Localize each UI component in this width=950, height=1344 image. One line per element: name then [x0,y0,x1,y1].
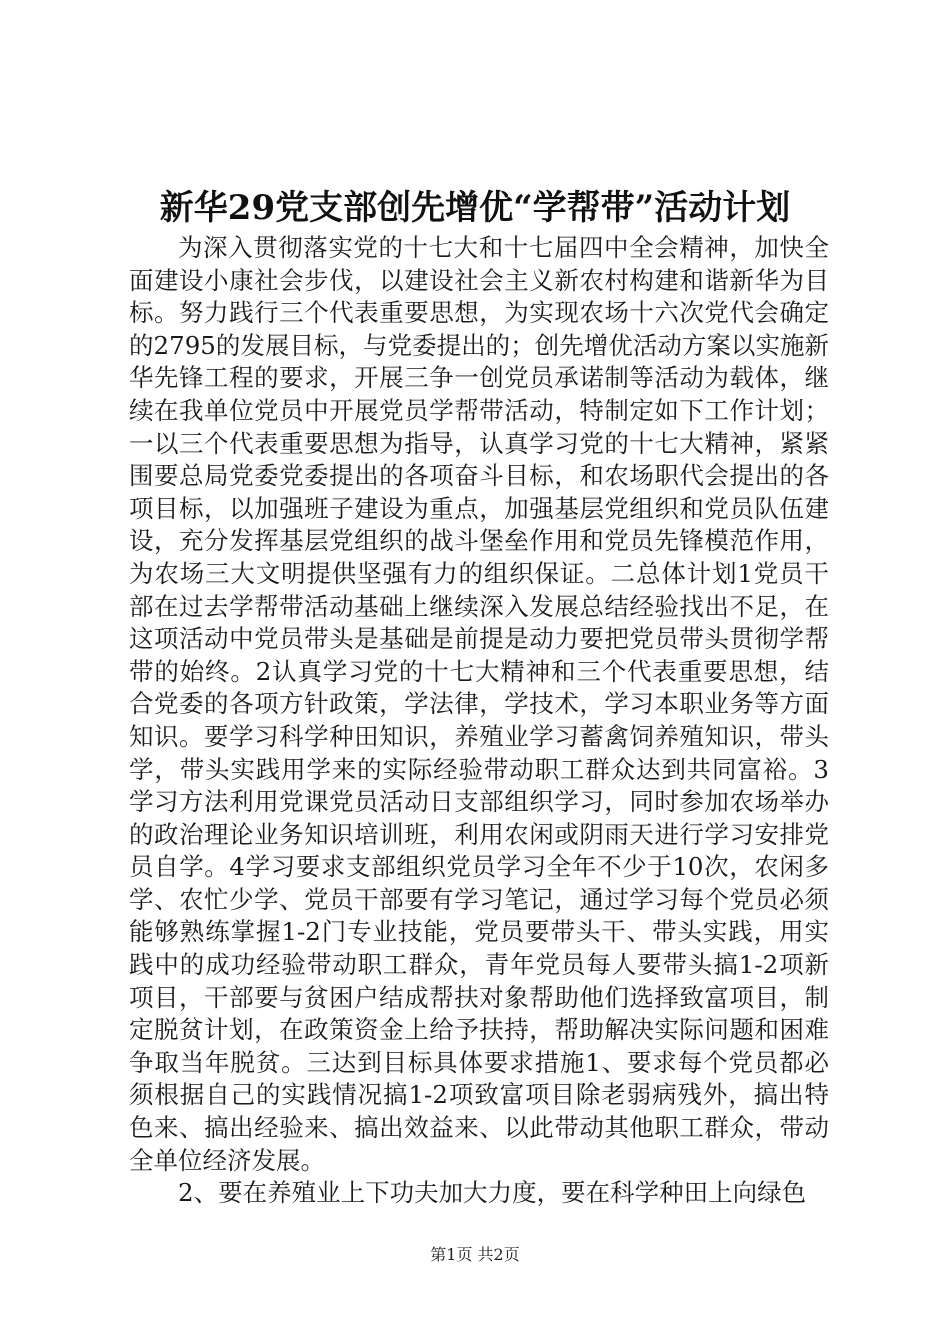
paragraph-2: 2、要在养殖业上下功夫加大力度，要在科学种田上向绿色 [178,1178,807,1208]
paragraph-1: 为深入贯彻落实党的十七大和十七届四中全会精神，加快全面建设小康社会步伐，以建设社会主义新农村构建和谐新华为目标。努力践行三个代表重要思想，为实现农场十六次党代会确定的2795的发展目标，与党委提出的；创先增优活动方案以实施新华先锋工程的要求，开展三争一创党员承诺制等活动为载体，继续在我单位党员中开展党员学帮带活动，特制定如下工作计划；一以三个代表重要思想为指导，认真学习党的十七大精神，紧紧围要总局党委党委提出的各项奋斗目标，和农场职代会提出的各项目标，以加强班子建设为重点，加强基层党组织和党员队伍建设，充分发挥基层党组织的战斗堡垒作用和党员先锋模范作用，为农场三大文明提供坚强有力的组织保证。二总体计划1党员干部在过去学帮带活动基础上继续深入发展总结经验找出不足，在这项活动中党员带头是基础是前提是动力要把党员带头贯彻学帮带的始终。2认真学习党的十七大精神和三个代表重要思想，结合党委的各项方针政策，学法律，学技术，学习本职业务等方面知识。要学习科学种田知识，养殖业学习蓄禽饲养殖知识，带头学，带头实践用学来的实际经验带动职工群众达到共同富裕。3学习方法利用党课党员活动日支部组织学习，同时参加农场举办的政治理论业务知识培训班，利用农闲或阴雨天进行学习安排党员自学。4学习要求支部组织党员学习全年不少于10次，农闲多学、农忙少学、党员干部要有学习笔记，通过学习每个党员必须能够熟练掌握1-2门专业技能，党员要带头干、带头实践，用实践中的成功经验带动职工群众，青年党员每人要带头搞1-2项新项目，干部要与贫困户结成帮扶对象帮助他们选择致富项目，制定脱贫计划，在政策资金上给予扶持，帮助解决实际问题和困难争取当年脱贫。三达到目标具体要求措施1、要求每个党员都必须根据自己的实践情况搞1-2项致富项目除老弱病残外，搞出特色来、搞出经验来、搞出效益来、以此带动其他职工群众，带动全单位经济发展。 [129,233,829,1175]
page-footer: 第1页 共2页 [430,1245,520,1264]
document-body [129,232,829,1210]
document-title: 新华29党支部创先增优“学帮带”活动计划 [159,188,791,228]
